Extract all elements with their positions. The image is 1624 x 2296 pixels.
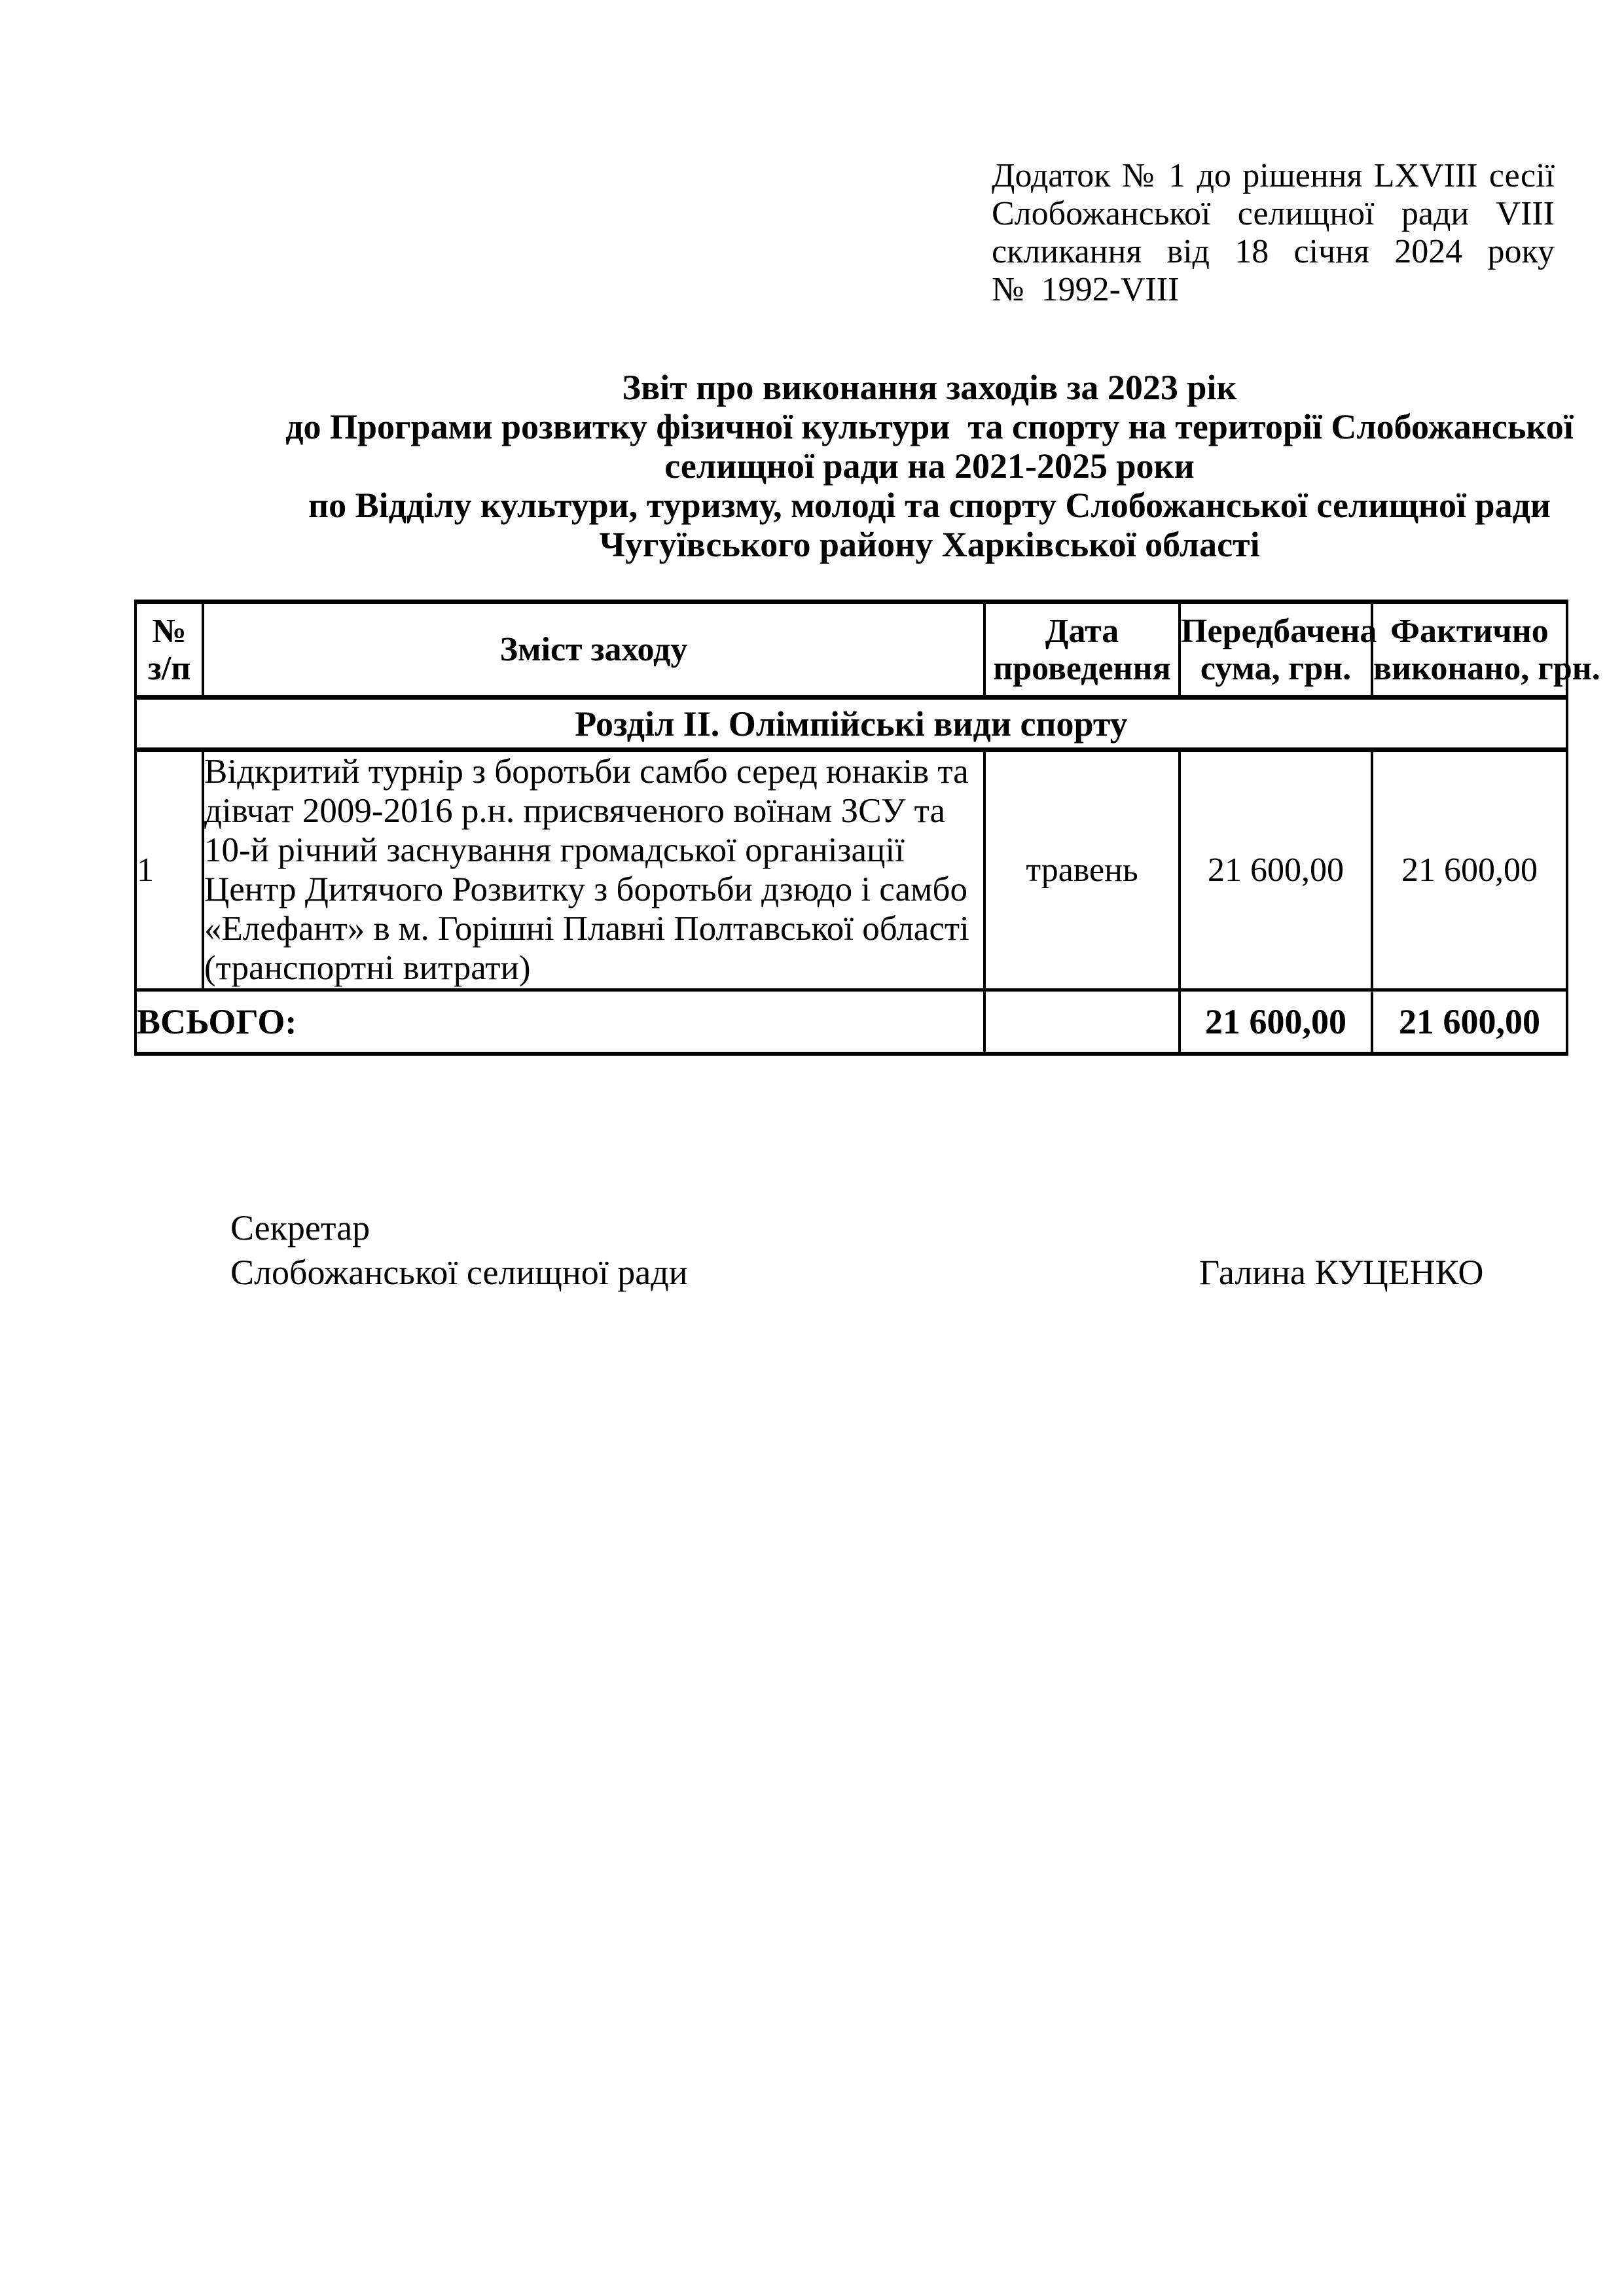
page-title <box>275 368 1584 564</box>
total-actual-sum: 21 600,00 <box>1372 990 1567 1054</box>
total-label: ВСЬОГО: <box>135 990 984 1054</box>
header-num-line1: № <box>152 612 187 650</box>
title-line-2: до Програми розвитку фізичної культури та спорту на території Слобожанської <box>285 407 1574 446</box>
header-date <box>984 602 1180 698</box>
header-planned-line1: Передбачена <box>1181 612 1377 650</box>
annex-line-2: Слобожанської селищної ради VIII <box>992 195 1555 232</box>
header-planned-line2: сума, грн. <box>1200 649 1352 687</box>
header-actual <box>1372 602 1600 698</box>
row-number: 1 <box>135 750 203 990</box>
signature-name: Галина КУЦЕНКО <box>1199 1253 1484 1292</box>
header-date-line1: Дата <box>1045 612 1119 650</box>
annex-line-4: № 1992-VIII <box>992 271 1180 308</box>
header-num <box>135 602 203 698</box>
signature-role-line1: Секретар <box>230 1208 370 1247</box>
header-actual-line1: Фактично <box>1390 612 1549 650</box>
section-title: Розділ II. Олімпійські види спорту <box>135 698 1567 750</box>
total-row <box>135 990 1567 1054</box>
table-row <box>135 750 1567 990</box>
row-planned-sum: 21 600,00 <box>1180 750 1372 990</box>
title-line-1: Звіт про виконання заходів за 2023 рік <box>622 368 1237 407</box>
row-date: травень <box>984 750 1180 990</box>
header-content-label: Зміст заходу <box>499 631 688 668</box>
signature-role-line2: Слобожанської селищної ради <box>230 1253 688 1292</box>
annex-line-3: скликання від 18 січня 2024 року <box>992 233 1555 270</box>
section-row <box>135 698 1567 750</box>
row-actual-sum: 21 600,00 <box>1372 750 1567 990</box>
report-table <box>134 600 1600 1056</box>
signature-block <box>230 1206 1533 1295</box>
header-date-line2: проведення <box>993 649 1171 687</box>
table-header-row <box>135 602 1567 698</box>
total-date-empty <box>984 990 1180 1054</box>
header-content <box>203 602 984 698</box>
total-planned-sum: 21 600,00 <box>1180 990 1372 1054</box>
annex-reference-block <box>992 157 1555 309</box>
header-num-line2: з/п <box>147 649 191 687</box>
title-line-4: по Відділу культури, туризму, молоді та спорту Слобожанської селищної ради <box>308 486 1551 525</box>
header-actual-line2: виконано, грн. <box>1373 649 1600 687</box>
title-line-3: селищної ради на 2021-2025 роки <box>664 446 1195 486</box>
annex-line-1: Додаток № 1 до рішення LXVIII сесії <box>992 157 1555 194</box>
row-content: Відкритий турнір з боротьби самбо серед юнаків та дівчат 2009-2016 р.н. присвяченого воїнам ЗСУ та 10-й річний заснування громадської організації Центр Дитячого Розвитку з боротьби дзюдо і самбо «Елефант» в м. Горішні Плавні Полтавської області (транспортні витрати) <box>203 750 984 990</box>
title-line-5: Чугуївського району Харківської області <box>599 525 1260 564</box>
header-planned <box>1180 602 1377 698</box>
